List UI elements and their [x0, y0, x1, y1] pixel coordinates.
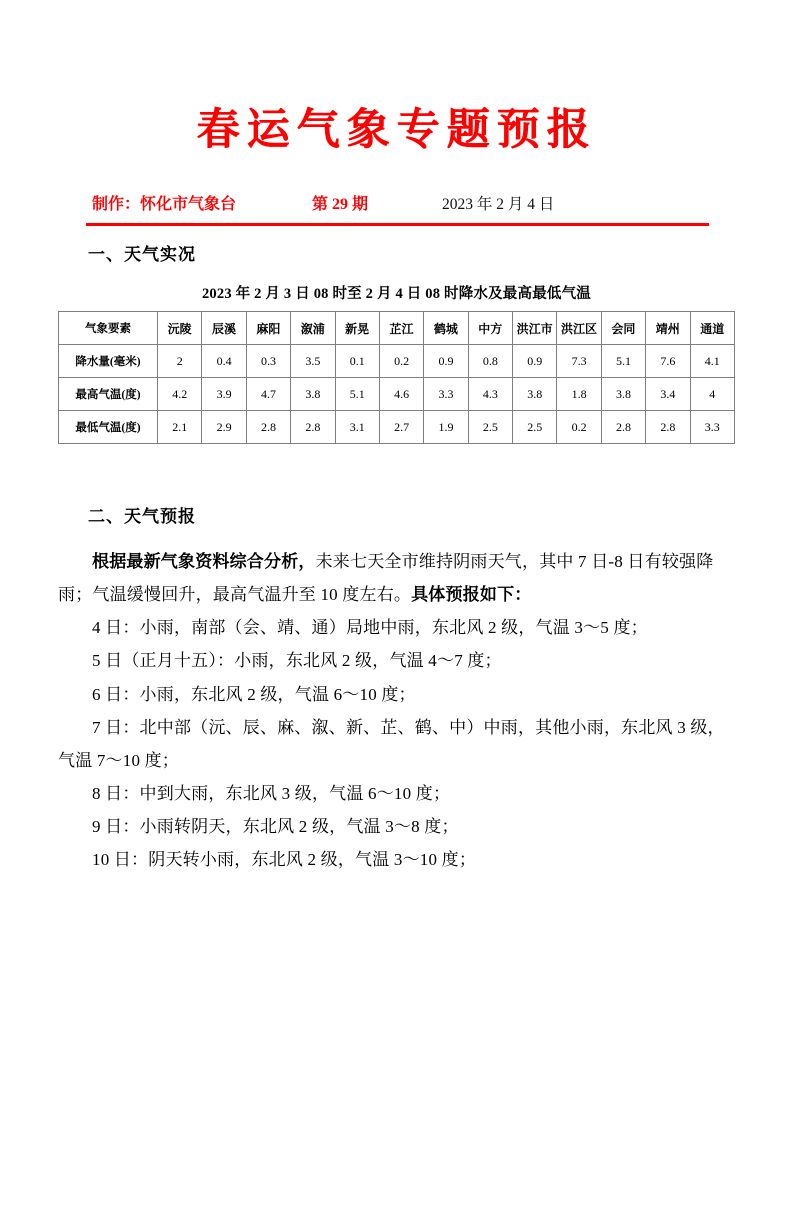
page-title: 春运气象专题预报: [196, 105, 597, 155]
table-cell: 7.3: [557, 345, 601, 378]
table-header-cell: 洪江区: [557, 312, 601, 345]
table-cell: 2: [158, 345, 202, 378]
table-cell: 7.6: [646, 345, 690, 378]
table-header-row: [59, 312, 735, 345]
table-header-cell: 中方: [468, 312, 512, 345]
forecast-summary-body: 未来七天全市维持阴雨天气，其中 7 日-8 日有较强降雨；气温缓慢回升，最高气温升至 10 度左右。: [58, 552, 714, 605]
table-header-cell: 气象要素: [59, 312, 158, 345]
table-cell: 3.8: [601, 378, 645, 411]
row-label: 最低气温(度): [59, 411, 158, 444]
table-header-cell: 会同: [601, 312, 645, 345]
byline-maker: 制作：怀化市气象台: [92, 196, 237, 213]
forecast-summary-paragraph: [58, 545, 735, 611]
table-header-cell: 沅陵: [158, 312, 202, 345]
forecast-body: [58, 545, 735, 876]
table-cell: 4.3: [468, 378, 512, 411]
table-cell: 0.2: [379, 345, 423, 378]
byline-date: 2023 年 2 月 4 日: [442, 196, 555, 213]
document-page: [0, 96, 793, 1218]
table-cell: 5.1: [335, 378, 379, 411]
table-cell: 0.9: [513, 345, 557, 378]
table-cell: 2.8: [646, 411, 690, 444]
row-label: 最高气温(度): [59, 378, 158, 411]
table-cell: 2.8: [246, 411, 290, 444]
byline-row: [58, 191, 735, 214]
table-cell: 4.6: [379, 378, 423, 411]
table-cell: 4.2: [158, 378, 202, 411]
table-cell: 2.8: [601, 411, 645, 444]
forecast-day-paragraph: 8 日：中到大雨，东北风 3 级，气温 6～10 度；: [92, 783, 451, 803]
table-cell: 1.9: [424, 411, 468, 444]
table-cell: 0.9: [424, 345, 468, 378]
table-cell: 5.1: [601, 345, 645, 378]
table-cell: 3.1: [335, 411, 379, 444]
table-cell: 3.4: [646, 378, 690, 411]
table-cell: 2.5: [513, 411, 557, 444]
table-cell: 0.8: [468, 345, 512, 378]
table-cell: 3.5: [291, 345, 335, 378]
table-cell: 4: [690, 378, 735, 411]
section-heading-observation: 一、天气实况: [88, 245, 196, 264]
forecast-day-paragraph: 4 日：小雨，南部（会、靖、通）局地中雨，东北风 2 级，气温 3～5 度；: [92, 618, 648, 638]
table-cell: 0.2: [557, 411, 601, 444]
table-cell: 4.1: [690, 345, 735, 378]
table-row: [59, 378, 735, 411]
forecast-day-paragraph: 9 日：小雨转阴天，东北风 2 级，气温 3～8 度；: [92, 817, 459, 837]
table-cell: 3.8: [513, 378, 557, 411]
table-cell: 0.4: [202, 345, 246, 378]
table-header-cell: 芷江: [379, 312, 423, 345]
table-caption: 2023 年 2 月 3 日 08 时至 2 月 4 日 08 时降水及最高最低气温: [201, 286, 592, 302]
table-cell: 2.5: [468, 411, 512, 444]
table-cell: 3.8: [291, 378, 335, 411]
table-cell: 2.9: [202, 411, 246, 444]
table-cell: 2.8: [291, 411, 335, 444]
forecast-summary-tail: 具体预报如下：: [411, 585, 532, 605]
weather-data-table: [58, 311, 735, 444]
table-cell: 0.1: [335, 345, 379, 378]
forecast-summary-lead: 根据最新气象资料综合分析，: [92, 552, 316, 571]
table-header-cell: 洪江市: [513, 312, 557, 345]
table-cell: 3.3: [424, 378, 468, 411]
table-header-cell: 麻阳: [246, 312, 290, 345]
table-header-cell: 通道: [690, 312, 735, 345]
table-header-cell: 新晃: [335, 312, 379, 345]
red-divider: [86, 223, 709, 226]
table-row: [59, 411, 735, 444]
byline-issue-number: 第 29 期: [312, 196, 369, 213]
table-header-cell: 鹤城: [424, 312, 468, 345]
forecast-day-paragraph: 7 日：北中部（沅、辰、麻、溆、新、芷、鹤、中）中雨，其他小雨，东北风 3 级，气温 7～10 度；: [58, 717, 725, 770]
forecast-day-paragraph: 10 日：阴天转小雨，东北风 2 级，气温 3～10 度；: [92, 850, 477, 870]
table-header-cell: 靖州: [646, 312, 690, 345]
table-cell: 2.1: [158, 411, 202, 444]
table-header-cell: 辰溪: [202, 312, 246, 345]
table-row: [59, 345, 735, 378]
table-cell: 3.9: [202, 378, 246, 411]
table-cell: 4.7: [246, 378, 290, 411]
forecast-day-paragraph: 6 日：小雨，东北风 2 级，气温 6～10 度；: [92, 684, 416, 704]
section-heading-forecast: 二、天气预报: [88, 507, 196, 526]
table-cell: 1.8: [557, 378, 601, 411]
forecast-day-paragraph: 5 日（正月十五）：小雨，东北风 2 级，气温 4～7 度；: [92, 651, 502, 671]
row-label: 降水量(毫米): [59, 345, 158, 378]
table-cell: 2.7: [379, 411, 423, 444]
table-cell: 3.3: [690, 411, 735, 444]
table-cell: 0.3: [246, 345, 290, 378]
table-header-cell: 溆浦: [291, 312, 335, 345]
